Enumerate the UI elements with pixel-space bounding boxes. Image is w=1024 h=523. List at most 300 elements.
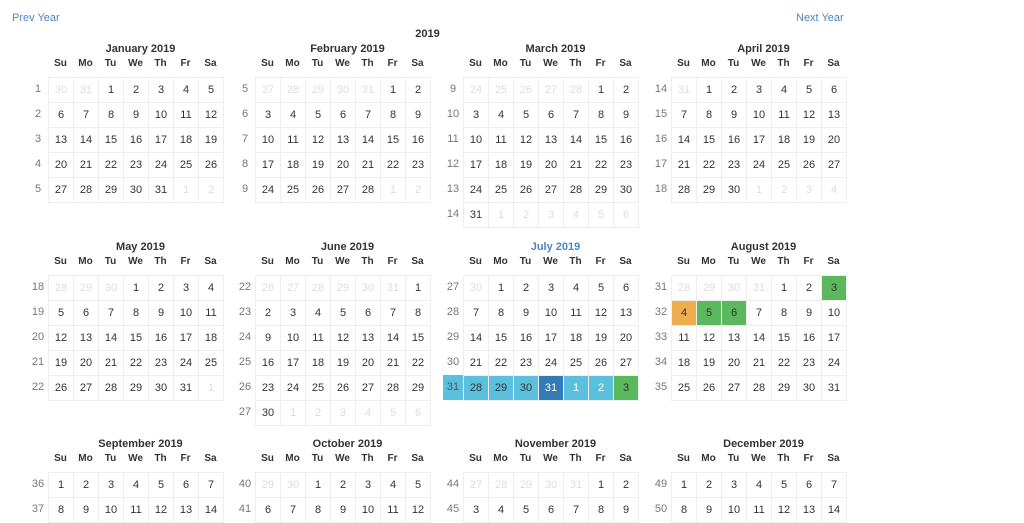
day-cell[interactable]: 6 <box>48 102 73 127</box>
day-cell[interactable]: 1 <box>305 472 330 497</box>
day-cell[interactable]: 1 <box>123 275 148 300</box>
week-number[interactable]: 20 <box>31 331 45 343</box>
day-cell[interactable]: 2 <box>148 275 173 300</box>
day-cell[interactable]: 23 <box>123 152 148 177</box>
day-cell[interactable]: 26 <box>198 152 224 177</box>
day-cell[interactable]: 25 <box>198 350 224 375</box>
day-cell[interactable]: 2 <box>330 472 355 497</box>
day-cell[interactable]: 3 <box>255 102 280 127</box>
day-cell[interactable]: 4 <box>280 102 305 127</box>
day-cell[interactable]: 13 <box>796 497 821 523</box>
day-cell[interactable]: 21 <box>671 152 696 177</box>
day-cell[interactable]: 4 <box>671 300 696 325</box>
day-cell[interactable]: 26 <box>513 177 538 202</box>
day-cell[interactable]: 9 <box>405 102 431 127</box>
day-cell[interactable]: 3 <box>330 400 355 426</box>
week-number[interactable]: 2 <box>34 108 42 120</box>
day-cell[interactable]: 12 <box>588 300 613 325</box>
week-number[interactable]: 18 <box>31 281 45 293</box>
day-cell[interactable]: 29 <box>696 177 721 203</box>
week-number[interactable]: 29 <box>446 331 460 343</box>
day-cell[interactable]: 22 <box>488 350 513 375</box>
day-cell[interactable]: 30 <box>123 177 148 203</box>
day-cell[interactable]: 10 <box>173 300 198 325</box>
day-cell[interactable]: 8 <box>671 497 696 523</box>
day-cell[interactable]: 7 <box>463 300 488 325</box>
day-cell[interactable]: 8 <box>405 300 431 325</box>
day-cell[interactable]: 4 <box>380 472 405 497</box>
day-cell[interactable]: 21 <box>746 350 771 375</box>
day-cell[interactable]: 31 <box>148 177 173 203</box>
day-cell[interactable]: 27 <box>255 77 280 102</box>
day-cell[interactable]: 30 <box>721 177 746 203</box>
day-cell[interactable]: 30 <box>463 275 488 300</box>
day-cell[interactable]: 9 <box>73 497 98 523</box>
day-cell[interactable]: 16 <box>796 325 821 350</box>
day-cell[interactable]: 21 <box>463 350 488 375</box>
day-cell[interactable]: 2 <box>613 77 639 102</box>
day-cell[interactable]: 6 <box>613 275 639 300</box>
day-cell[interactable]: 11 <box>563 300 588 325</box>
day-cell[interactable]: 12 <box>796 102 821 127</box>
day-cell[interactable]: 22 <box>98 152 123 177</box>
day-cell[interactable]: 28 <box>563 77 588 102</box>
day-cell[interactable]: 11 <box>173 102 198 127</box>
day-cell[interactable]: 4 <box>173 77 198 102</box>
day-cell[interactable]: 25 <box>305 375 330 400</box>
day-cell[interactable]: 30 <box>796 375 821 401</box>
day-cell[interactable]: 28 <box>73 177 98 203</box>
day-cell[interactable]: 6 <box>721 300 746 325</box>
day-cell[interactable]: 5 <box>513 102 538 127</box>
day-cell[interactable]: 15 <box>696 127 721 152</box>
day-cell[interactable]: 26 <box>513 77 538 102</box>
day-cell[interactable]: 10 <box>148 102 173 127</box>
day-cell[interactable]: 29 <box>513 472 538 497</box>
day-cell[interactable]: 4 <box>821 177 847 203</box>
day-cell[interactable]: 28 <box>563 177 588 202</box>
day-cell[interactable]: 11 <box>671 325 696 350</box>
day-cell[interactable]: 1 <box>48 472 73 497</box>
day-cell[interactable]: 19 <box>198 127 224 152</box>
day-cell[interactable]: 12 <box>305 127 330 152</box>
day-cell[interactable]: 9 <box>513 300 538 325</box>
day-cell[interactable]: 26 <box>48 375 73 401</box>
week-number[interactable]: 31 <box>654 281 668 293</box>
day-cell[interactable]: 7 <box>746 300 771 325</box>
day-cell[interactable]: 25 <box>671 375 696 401</box>
day-cell[interactable]: 26 <box>796 152 821 177</box>
day-cell[interactable]: 9 <box>330 497 355 523</box>
day-cell[interactable]: 11 <box>771 102 796 127</box>
day-cell[interactable]: 3 <box>98 472 123 497</box>
day-cell[interactable]: 18 <box>280 152 305 177</box>
day-cell[interactable]: 30 <box>98 275 123 300</box>
week-number[interactable]: 31 <box>443 375 463 400</box>
day-cell[interactable]: 20 <box>330 152 355 177</box>
day-cell[interactable]: 15 <box>380 127 405 152</box>
day-cell[interactable]: 5 <box>588 275 613 300</box>
day-cell[interactable]: 6 <box>538 102 563 127</box>
day-cell[interactable]: 11 <box>380 497 405 523</box>
day-cell[interactable]: 10 <box>463 127 488 152</box>
day-cell[interactable]: 17 <box>746 127 771 152</box>
day-cell[interactable]: 19 <box>330 350 355 375</box>
day-cell[interactable]: 1 <box>563 375 588 401</box>
day-cell[interactable]: 5 <box>330 300 355 325</box>
day-cell[interactable]: 6 <box>821 77 847 102</box>
day-cell[interactable]: 3 <box>796 177 821 203</box>
day-cell[interactable]: 28 <box>355 177 380 203</box>
day-cell[interactable]: 5 <box>48 300 73 325</box>
day-cell[interactable]: 22 <box>405 350 431 375</box>
day-cell[interactable]: 3 <box>721 472 746 497</box>
day-cell[interactable]: 4 <box>123 472 148 497</box>
day-cell[interactable]: 1 <box>380 177 405 203</box>
day-cell[interactable]: 9 <box>148 300 173 325</box>
day-cell[interactable]: 4 <box>355 400 380 426</box>
day-cell[interactable]: 15 <box>488 325 513 350</box>
day-cell[interactable]: 6 <box>538 497 563 523</box>
day-cell[interactable]: 4 <box>746 472 771 497</box>
day-cell[interactable]: 14 <box>746 325 771 350</box>
week-number[interactable]: 41 <box>238 503 252 515</box>
day-cell[interactable]: 30 <box>148 375 173 401</box>
week-number[interactable]: 24 <box>238 331 252 343</box>
day-cell[interactable]: 24 <box>538 350 563 375</box>
day-cell[interactable]: 21 <box>380 350 405 375</box>
day-cell[interactable]: 22 <box>123 350 148 375</box>
day-cell[interactable]: 14 <box>463 325 488 350</box>
day-cell[interactable]: 13 <box>538 127 563 152</box>
day-cell[interactable]: 19 <box>696 350 721 375</box>
week-number[interactable]: 6 <box>241 108 249 120</box>
day-cell[interactable]: 25 <box>488 77 513 102</box>
week-number[interactable]: 44 <box>446 478 460 490</box>
day-cell[interactable]: 10 <box>280 325 305 350</box>
day-cell[interactable]: 1 <box>696 77 721 102</box>
day-cell[interactable]: 22 <box>771 350 796 375</box>
day-cell[interactable]: 8 <box>305 497 330 523</box>
day-cell[interactable]: 8 <box>98 102 123 127</box>
day-cell[interactable]: 4 <box>305 300 330 325</box>
day-cell[interactable]: 5 <box>588 202 613 228</box>
day-cell[interactable]: 21 <box>73 152 98 177</box>
day-cell[interactable]: 12 <box>771 497 796 523</box>
day-cell[interactable]: 12 <box>330 325 355 350</box>
day-cell[interactable]: 16 <box>721 127 746 152</box>
day-cell[interactable]: 18 <box>173 127 198 152</box>
day-cell[interactable]: 8 <box>588 102 613 127</box>
day-cell[interactable]: 6 <box>255 497 280 523</box>
day-cell[interactable]: 28 <box>380 375 405 400</box>
day-cell[interactable]: 16 <box>123 127 148 152</box>
day-cell[interactable]: 10 <box>98 497 123 523</box>
day-cell[interactable]: 23 <box>796 350 821 375</box>
day-cell[interactable]: 12 <box>48 325 73 350</box>
day-cell[interactable]: 28 <box>671 275 696 300</box>
day-cell[interactable]: 7 <box>671 102 696 127</box>
day-cell[interactable]: 29 <box>696 275 721 300</box>
day-cell[interactable]: 27 <box>721 375 746 401</box>
day-cell[interactable]: 17 <box>255 152 280 177</box>
day-cell[interactable]: 30 <box>255 400 280 426</box>
day-cell[interactable]: 24 <box>463 177 488 202</box>
day-cell[interactable]: 2 <box>613 472 639 497</box>
day-cell[interactable]: 23 <box>721 152 746 177</box>
day-cell[interactable]: 8 <box>771 300 796 325</box>
day-cell[interactable]: 18 <box>771 127 796 152</box>
day-cell[interactable]: 8 <box>588 497 613 523</box>
week-number[interactable]: 27 <box>238 406 252 418</box>
day-cell[interactable]: 5 <box>513 497 538 523</box>
day-cell[interactable]: 2 <box>123 77 148 102</box>
day-cell[interactable]: 23 <box>148 350 173 375</box>
week-number[interactable]: 3 <box>34 133 42 145</box>
day-cell[interactable]: 3 <box>746 77 771 102</box>
day-cell[interactable]: 9 <box>796 300 821 325</box>
day-cell[interactable]: 1 <box>746 177 771 203</box>
day-cell[interactable]: 29 <box>255 472 280 497</box>
day-cell[interactable]: 4 <box>771 77 796 102</box>
day-cell[interactable]: 24 <box>148 152 173 177</box>
day-cell[interactable]: 7 <box>821 472 847 497</box>
day-cell[interactable]: 10 <box>538 300 563 325</box>
day-cell[interactable]: 30 <box>330 77 355 102</box>
day-cell[interactable]: 2 <box>305 400 330 426</box>
day-cell[interactable]: 16 <box>613 127 639 152</box>
day-cell[interactable]: 27 <box>538 77 563 102</box>
day-cell[interactable]: 2 <box>513 275 538 300</box>
day-cell[interactable]: 23 <box>405 152 431 177</box>
day-cell[interactable]: 24 <box>255 177 280 203</box>
day-cell[interactable]: 20 <box>821 127 847 152</box>
day-cell[interactable]: 31 <box>563 472 588 497</box>
day-cell[interactable]: 10 <box>721 497 746 523</box>
day-cell[interactable]: 27 <box>280 275 305 300</box>
day-cell[interactable]: 28 <box>98 375 123 401</box>
day-cell[interactable]: 8 <box>123 300 148 325</box>
day-cell[interactable]: 29 <box>98 177 123 203</box>
day-cell[interactable]: 1 <box>380 77 405 102</box>
day-cell[interactable]: 24 <box>280 375 305 400</box>
day-cell[interactable]: 1 <box>280 400 305 426</box>
week-number[interactable]: 30 <box>446 356 460 368</box>
day-cell[interactable]: 5 <box>771 472 796 497</box>
day-cell[interactable]: 6 <box>613 202 639 228</box>
day-cell[interactable]: 28 <box>280 77 305 102</box>
day-cell[interactable]: 15 <box>405 325 431 350</box>
day-cell[interactable]: 30 <box>280 472 305 497</box>
day-cell[interactable]: 14 <box>98 325 123 350</box>
day-cell[interactable]: 18 <box>198 325 224 350</box>
day-cell[interactable]: 8 <box>696 102 721 127</box>
week-number[interactable]: 32 <box>654 306 668 318</box>
day-cell[interactable]: 1 <box>771 275 796 300</box>
day-cell[interactable]: 3 <box>463 497 488 523</box>
day-cell[interactable]: 30 <box>355 275 380 300</box>
day-cell[interactable]: 2 <box>513 202 538 228</box>
day-cell[interactable]: 1 <box>405 275 431 300</box>
day-cell[interactable]: 27 <box>73 375 98 401</box>
day-cell[interactable]: 29 <box>588 177 613 202</box>
day-cell[interactable]: 30 <box>48 77 73 102</box>
day-cell[interactable]: 17 <box>148 127 173 152</box>
day-cell[interactable]: 8 <box>48 497 73 523</box>
day-cell[interactable]: 3 <box>538 202 563 228</box>
day-cell[interactable]: 2 <box>405 177 431 203</box>
day-cell[interactable]: 3 <box>821 275 847 300</box>
day-cell[interactable]: 20 <box>538 152 563 177</box>
day-cell[interactable]: 24 <box>173 350 198 375</box>
day-cell[interactable]: 29 <box>73 275 98 300</box>
day-cell[interactable]: 2 <box>198 177 224 203</box>
day-cell[interactable]: 19 <box>588 325 613 350</box>
day-cell[interactable]: 5 <box>198 77 224 102</box>
day-cell[interactable]: 26 <box>696 375 721 401</box>
day-cell[interactable]: 12 <box>513 127 538 152</box>
day-cell[interactable]: 24 <box>821 350 847 375</box>
week-number[interactable]: 26 <box>238 381 252 393</box>
day-cell[interactable]: 27 <box>48 177 73 203</box>
day-cell[interactable]: 7 <box>198 472 224 497</box>
week-number[interactable]: 23 <box>238 306 252 318</box>
day-cell[interactable]: 20 <box>355 350 380 375</box>
day-cell[interactable]: 9 <box>721 102 746 127</box>
week-number[interactable]: 33 <box>654 331 668 343</box>
day-cell[interactable]: 28 <box>463 375 488 401</box>
day-cell[interactable]: 7 <box>380 300 405 325</box>
week-number[interactable]: 22 <box>238 281 252 293</box>
day-cell[interactable]: 6 <box>355 300 380 325</box>
day-cell[interactable]: 16 <box>255 350 280 375</box>
day-cell[interactable]: 31 <box>173 375 198 401</box>
day-cell[interactable]: 19 <box>513 152 538 177</box>
day-cell[interactable]: 25 <box>563 350 588 375</box>
day-cell[interactable]: 3 <box>173 275 198 300</box>
day-cell[interactable]: 11 <box>198 300 224 325</box>
day-cell[interactable]: 22 <box>380 152 405 177</box>
day-cell[interactable]: 16 <box>148 325 173 350</box>
day-cell[interactable]: 14 <box>380 325 405 350</box>
day-cell[interactable]: 12 <box>405 497 431 523</box>
day-cell[interactable]: 24 <box>746 152 771 177</box>
day-cell[interactable]: 2 <box>73 472 98 497</box>
week-number[interactable]: 22 <box>31 381 45 393</box>
day-cell[interactable]: 31 <box>355 77 380 102</box>
day-cell[interactable]: 29 <box>330 275 355 300</box>
day-cell[interactable]: 9 <box>613 497 639 523</box>
week-number[interactable]: 28 <box>446 306 460 318</box>
day-cell[interactable]: 15 <box>771 325 796 350</box>
week-number[interactable]: 36 <box>31 478 45 490</box>
day-cell[interactable]: 28 <box>746 375 771 401</box>
day-cell[interactable]: 27 <box>355 375 380 400</box>
day-cell[interactable]: 23 <box>613 152 639 177</box>
day-cell[interactable]: 19 <box>305 152 330 177</box>
week-number[interactable]: 8 <box>241 158 249 170</box>
day-cell[interactable]: 17 <box>463 152 488 177</box>
day-cell[interactable]: 23 <box>513 350 538 375</box>
day-cell[interactable]: 6 <box>330 102 355 127</box>
day-cell[interactable]: 8 <box>488 300 513 325</box>
day-cell[interactable]: 3 <box>463 102 488 127</box>
day-cell[interactable]: 1 <box>173 177 198 203</box>
week-number[interactable]: 13 <box>446 183 460 195</box>
day-cell[interactable]: 15 <box>98 127 123 152</box>
week-number[interactable]: 5 <box>34 183 42 195</box>
day-cell[interactable]: 29 <box>405 375 431 400</box>
day-cell[interactable]: 11 <box>488 127 513 152</box>
day-cell[interactable]: 2 <box>588 375 613 401</box>
day-cell[interactable]: 18 <box>305 350 330 375</box>
day-cell[interactable]: 13 <box>613 300 639 325</box>
day-cell[interactable]: 26 <box>255 275 280 300</box>
day-cell[interactable]: 11 <box>746 497 771 523</box>
day-cell[interactable]: 10 <box>821 300 847 325</box>
week-number[interactable]: 1 <box>34 83 42 95</box>
day-cell[interactable]: 10 <box>746 102 771 127</box>
day-cell[interactable]: 31 <box>463 202 488 228</box>
day-cell[interactable]: 11 <box>123 497 148 523</box>
week-number[interactable]: 5 <box>241 83 249 95</box>
day-cell[interactable]: 1 <box>488 202 513 228</box>
day-cell[interactable]: 14 <box>821 497 847 523</box>
day-cell[interactable]: 3 <box>613 375 639 401</box>
day-cell[interactable]: 1 <box>198 375 224 401</box>
day-cell[interactable]: 31 <box>538 375 563 401</box>
day-cell[interactable]: 20 <box>73 350 98 375</box>
day-cell[interactable]: 14 <box>73 127 98 152</box>
day-cell[interactable]: 28 <box>48 275 73 300</box>
day-cell[interactable]: 13 <box>173 497 198 523</box>
day-cell[interactable]: 2 <box>796 275 821 300</box>
day-cell[interactable]: 19 <box>796 127 821 152</box>
day-cell[interactable]: 21 <box>355 152 380 177</box>
day-cell[interactable]: 10 <box>255 127 280 152</box>
day-cell[interactable]: 6 <box>73 300 98 325</box>
day-cell[interactable]: 1 <box>98 77 123 102</box>
day-cell[interactable]: 27 <box>821 152 847 177</box>
week-number[interactable]: 17 <box>654 158 668 170</box>
day-cell[interactable]: 13 <box>721 325 746 350</box>
day-cell[interactable]: 6 <box>405 400 431 426</box>
day-cell[interactable]: 10 <box>355 497 380 523</box>
week-number[interactable]: 40 <box>238 478 252 490</box>
week-number[interactable]: 9 <box>449 83 457 95</box>
week-number[interactable]: 14 <box>654 83 668 95</box>
day-cell[interactable]: 29 <box>488 375 513 401</box>
day-cell[interactable]: 17 <box>280 350 305 375</box>
week-number[interactable]: 34 <box>654 356 668 368</box>
week-number[interactable]: 19 <box>31 306 45 318</box>
day-cell[interactable]: 22 <box>696 152 721 177</box>
week-number[interactable]: 9 <box>241 183 249 195</box>
day-cell[interactable]: 7 <box>563 497 588 523</box>
day-cell[interactable]: 18 <box>671 350 696 375</box>
day-cell[interactable]: 1 <box>488 275 513 300</box>
week-number[interactable]: 27 <box>446 281 460 293</box>
week-number[interactable]: 4 <box>34 158 42 170</box>
day-cell[interactable]: 13 <box>821 102 847 127</box>
day-cell[interactable]: 28 <box>671 177 696 203</box>
day-cell[interactable]: 5 <box>380 400 405 426</box>
day-cell[interactable]: 29 <box>123 375 148 401</box>
day-cell[interactable]: 9 <box>696 497 721 523</box>
day-cell[interactable]: 6 <box>173 472 198 497</box>
day-cell[interactable]: 30 <box>538 472 563 497</box>
day-cell[interactable]: 4 <box>563 202 588 228</box>
